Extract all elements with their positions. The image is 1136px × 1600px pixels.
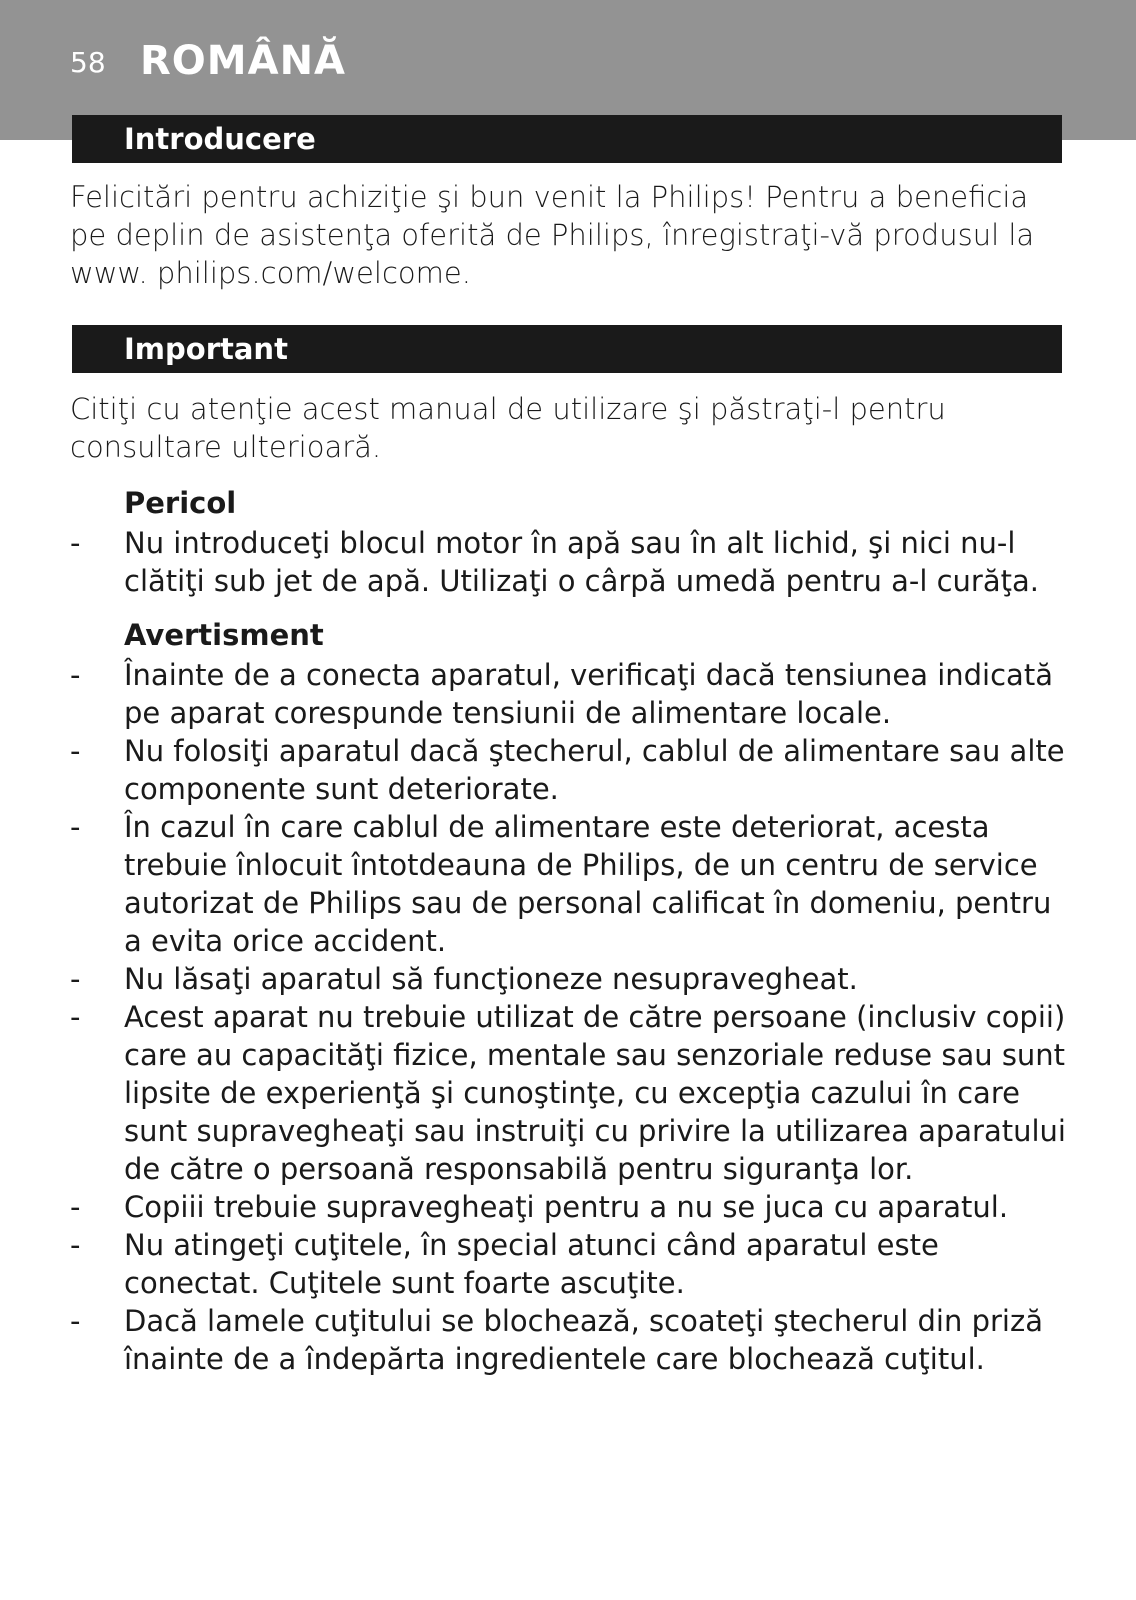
avertisment-heading: Avertisment [124,618,324,652]
language-title: ROMÂNĂ [140,38,346,84]
dash-bullet: - [70,1228,81,1262]
dash-bullet: - [70,810,81,844]
list-item: - Copiii trebuie supravegheaţi pentru a nu se juca cu aparatul. [70,1190,1009,1224]
pericol-list [70,524,1070,600]
list-item: - Înainte de a conecta aparatul, verificaţi dacă tensiunea indicată pe aparat corespunde tensiunii de alimentare locale. [70,658,1053,730]
list-item: - Acest aparat nu trebuie utilizat de către persoane (inclusiv copii) care au capacităţi fizice, mentale sau senzoriale reduse sau sunt lipsite de experienţă şi cunoştinţe, cu excepţia cazului în care sunt supravegheaţi sau instruiţi cu privire la utilizarea aparatului de către o persoană responsabilă pentru siguranţa lor. [70,1000,1066,1186]
dash-bullet: - [70,962,81,996]
avertisment-list [70,656,1070,1378]
dash-bullet: - [70,734,81,768]
section-heading-important: Important [72,325,1062,373]
important-paragraph: Citiţi cu atenţie acest manual de utilizare şi păstraţi-l pentru consultare ulterioară. [70,392,946,464]
section-heading-introducere: Introducere [72,115,1062,163]
dash-bullet: - [70,658,81,692]
list-item: - Dacă lamele cuţitului se blochează, scoateţi ştecherul din priză înainte de a îndepărta ingredientele care blochează cuţitul. [70,1304,1043,1376]
page-number: 58 [70,46,106,79]
list-item: - Nu folosiţi aparatul dacă ştecherul, cablul de alimentare sau alte componente sunt deteriorate. [70,734,1065,806]
pericol-heading: Pericol [124,486,237,520]
dash-bullet: - [70,1000,81,1034]
list-item: - În cazul în care cablul de alimentare este deteriorat, acesta trebuie înlocuit întotdeauna de Philips, de un centru de service autorizat de Philips sau de personal calificat în domeniu, pentru a evita orice accident. [70,810,1052,958]
list-item: - Nu atingeţi cuţitele, în special atunci când aparatul este conectat. Cuţitele sunt foarte ascuţite. [70,1228,939,1300]
list-item: - Nu lăsaţi aparatul să funcţioneze nesupravegheat. [70,962,858,996]
dash-bullet: - [70,1190,81,1224]
dash-bullet: - [70,1304,81,1338]
intro-paragraph: Felicitări pentru achiziţie şi bun venit la Philips! Pentru a beneficia pe deplin de asistenţa oferită de Philips, înregistraţi-vă produsul la www. philips.com/welcome. [70,180,1035,290]
dash-bullet: - [70,526,81,560]
list-item: - Nu introduceţi blocul motor în apă sau în alt lichid, şi nici nu-l clătiţi sub jet de apă. Utilizaţi o cârpă umedă pentru a-l curăţa. [70,526,1039,598]
